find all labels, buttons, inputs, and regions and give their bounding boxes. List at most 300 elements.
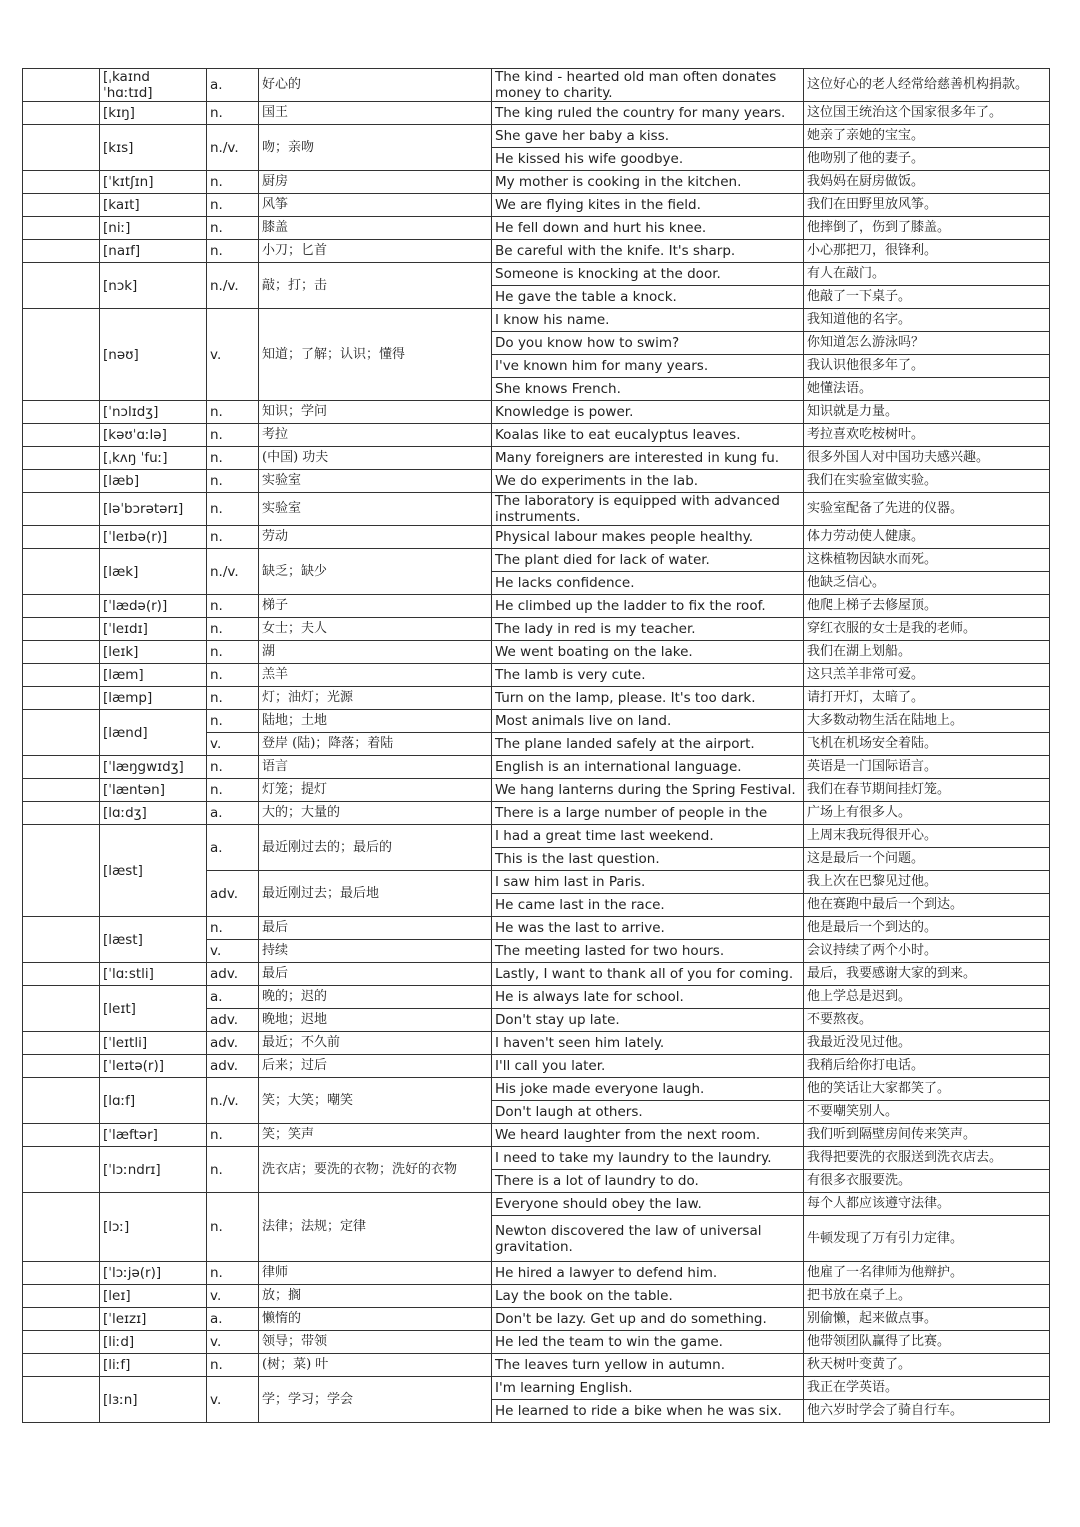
blank-cell	[23, 217, 100, 240]
blank-cell	[23, 756, 100, 779]
part-of-speech-cell: n.	[207, 1354, 259, 1377]
part-of-speech-cell: n./v.	[207, 125, 259, 171]
phonetic-cell: [liːf]	[100, 1354, 207, 1377]
example-chinese-cell: 广场上有很多人。	[804, 802, 1050, 825]
blank-cell	[23, 1078, 100, 1124]
example-english-cell: He hired a lawyer to defend him.	[492, 1262, 804, 1285]
phonetic-cell: [ˈlæftər]	[100, 1124, 207, 1147]
example-chinese-cell: 飞机在机场安全着陆。	[804, 733, 1050, 756]
phonetic-cell: [ˈlæŋgwɪdʒ]	[100, 756, 207, 779]
table-row	[23, 1285, 1050, 1308]
example-chinese-cell: 穿红衣服的女士是我的老师。	[804, 618, 1050, 641]
example-english-cell: The meeting lasted for two hours.	[492, 940, 804, 963]
phonetic-cell: [ˈlɔːjə(r)]	[100, 1262, 207, 1285]
table-row	[23, 526, 1050, 549]
part-of-speech-cell: n.	[207, 779, 259, 802]
phonetic-cell: [kɪs]	[100, 125, 207, 171]
part-of-speech-cell: a.	[207, 825, 259, 871]
blank-cell	[23, 825, 100, 917]
example-english-cell: I saw him last in Paris.	[492, 871, 804, 894]
meaning-cell: 领导；带领	[259, 1331, 492, 1354]
blank-cell	[23, 1377, 100, 1423]
meaning-cell: 梯子	[259, 595, 492, 618]
table-row	[23, 802, 1050, 825]
example-chinese-cell: 不要熬夜。	[804, 1009, 1050, 1032]
example-chinese-cell: 她亲了亲她的宝宝。	[804, 125, 1050, 148]
example-english-cell: I'll call you later.	[492, 1055, 804, 1078]
blank-cell	[23, 1331, 100, 1354]
part-of-speech-cell: v.	[207, 1285, 259, 1308]
meaning-cell: 灯；油灯；光源	[259, 687, 492, 710]
meaning-cell: 女士；夫人	[259, 618, 492, 641]
part-of-speech-cell: v.	[207, 733, 259, 756]
example-chinese-cell: 我们在湖上划船。	[804, 641, 1050, 664]
blank-cell	[23, 986, 100, 1032]
example-english-cell: Lastly, I want to thank all of you for coming.	[492, 963, 804, 986]
example-english-cell: He kissed his wife goodbye.	[492, 148, 804, 171]
table-row	[23, 779, 1050, 802]
example-chinese-cell: 我妈妈在厨房做饭。	[804, 171, 1050, 194]
blank-cell	[23, 240, 100, 263]
meaning-cell: 陆地；土地	[259, 710, 492, 733]
phonetic-cell: [ˈlæntən]	[100, 779, 207, 802]
example-chinese-cell: 他的笑话让大家都笑了。	[804, 1078, 1050, 1101]
meaning-cell: (中国) 功夫	[259, 447, 492, 470]
blank-cell	[23, 710, 100, 756]
phonetic-cell: [ˈlɔːndrɪ]	[100, 1147, 207, 1193]
table-row	[23, 1193, 1050, 1216]
meaning-cell: 实验室	[259, 493, 492, 526]
example-chinese-cell: 有人在敲门。	[804, 263, 1050, 286]
example-english-cell: He lacks confidence.	[492, 572, 804, 595]
phonetic-cell: [nɔk]	[100, 263, 207, 309]
meaning-cell: 晚的；迟的	[259, 986, 492, 1009]
table-row	[23, 687, 1050, 710]
example-english-cell: The leaves turn yellow in autumn.	[492, 1354, 804, 1377]
example-chinese-cell: 把书放在桌子上。	[804, 1285, 1050, 1308]
part-of-speech-cell: n.	[207, 401, 259, 424]
blank-cell	[23, 493, 100, 526]
table-row	[23, 1331, 1050, 1354]
example-english-cell: The kind - hearted old man often donates money to charity.	[492, 69, 804, 102]
example-english-cell: I've known him for many years.	[492, 355, 804, 378]
blank-cell	[23, 194, 100, 217]
table-row	[23, 263, 1050, 286]
part-of-speech-cell: v.	[207, 309, 259, 401]
example-english-cell: Knowledge is power.	[492, 401, 804, 424]
example-english-cell: Koalas like to eat eucalyptus leaves.	[492, 424, 804, 447]
meaning-cell: 好心的	[259, 69, 492, 102]
phonetic-cell: [ˈnɔlɪdʒ]	[100, 401, 207, 424]
meaning-cell: 洗衣店；要洗的衣物；洗好的衣物	[259, 1147, 492, 1193]
example-english-cell: Don't stay up late.	[492, 1009, 804, 1032]
meaning-cell: 最后	[259, 917, 492, 940]
meaning-cell: 知识；学问	[259, 401, 492, 424]
table-row	[23, 69, 1050, 102]
part-of-speech-cell: a.	[207, 69, 259, 102]
part-of-speech-cell: v.	[207, 940, 259, 963]
part-of-speech-cell: adv.	[207, 1055, 259, 1078]
phonetic-cell: [naɪf]	[100, 240, 207, 263]
meaning-cell: 大的；大量的	[259, 802, 492, 825]
phonetic-cell: [nəʊ]	[100, 309, 207, 401]
phonetic-cell: [kɪŋ]	[100, 102, 207, 125]
table-row	[23, 401, 1050, 424]
blank-cell	[23, 779, 100, 802]
example-chinese-cell: 他是最后一个到达的。	[804, 917, 1050, 940]
example-english-cell: Don't laugh at others.	[492, 1101, 804, 1124]
meaning-cell: 最近；不久前	[259, 1032, 492, 1055]
meaning-cell: 笑；笑声	[259, 1124, 492, 1147]
example-english-cell: The king ruled the country for many years.	[492, 102, 804, 125]
table-row	[23, 1078, 1050, 1101]
meaning-cell: 厨房	[259, 171, 492, 194]
example-english-cell: English is an international language.	[492, 756, 804, 779]
example-english-cell: He was the last to arrive.	[492, 917, 804, 940]
table-row	[23, 171, 1050, 194]
example-chinese-cell: 他雇了一名律师为他辩护。	[804, 1262, 1050, 1285]
example-english-cell: He fell down and hurt his knee.	[492, 217, 804, 240]
table-row	[23, 217, 1050, 240]
example-chinese-cell: 会议持续了两个小时。	[804, 940, 1050, 963]
blank-cell	[23, 263, 100, 309]
phonetic-cell: [leɪt]	[100, 986, 207, 1032]
example-chinese-cell: 我们在实验室做实验。	[804, 470, 1050, 493]
table-row	[23, 424, 1050, 447]
part-of-speech-cell: n.	[207, 493, 259, 526]
meaning-cell: 风筝	[259, 194, 492, 217]
blank-cell	[23, 1262, 100, 1285]
meaning-cell: 敲；打；击	[259, 263, 492, 309]
meaning-cell: 晚地；迟地	[259, 1009, 492, 1032]
example-chinese-cell: 他敲了一下桌子。	[804, 286, 1050, 309]
example-chinese-cell: 我们听到隔壁房间传来笑声。	[804, 1124, 1050, 1147]
part-of-speech-cell: v.	[207, 1331, 259, 1354]
table-row	[23, 641, 1050, 664]
example-chinese-cell: 英语是一门国际语言。	[804, 756, 1050, 779]
blank-cell	[23, 664, 100, 687]
example-english-cell: The lady in red is my teacher.	[492, 618, 804, 641]
phonetic-cell: [ˈleɪdɪ]	[100, 618, 207, 641]
blank-cell	[23, 1285, 100, 1308]
example-english-cell: Be careful with the knife. It's sharp.	[492, 240, 804, 263]
table-row	[23, 963, 1050, 986]
example-chinese-cell: 他在赛跑中最后一个到达。	[804, 894, 1050, 917]
phonetic-cell: [læst]	[100, 825, 207, 917]
meaning-cell: 法律；法规；定律	[259, 1193, 492, 1262]
phonetic-cell: [liːd]	[100, 1331, 207, 1354]
blank-cell	[23, 171, 100, 194]
meaning-cell: 吻；亲吻	[259, 125, 492, 171]
blank-cell	[23, 802, 100, 825]
example-english-cell: I haven't seen him lately.	[492, 1032, 804, 1055]
phonetic-cell: [ləˈbɔrətərɪ]	[100, 493, 207, 526]
part-of-speech-cell: adv.	[207, 1032, 259, 1055]
example-english-cell: He led the team to win the game.	[492, 1331, 804, 1354]
example-chinese-cell: 实验室配备了先进的仪器。	[804, 493, 1050, 526]
example-chinese-cell: 有很多衣服要洗。	[804, 1170, 1050, 1193]
example-english-cell: We heard laughter from the next room.	[492, 1124, 804, 1147]
blank-cell	[23, 549, 100, 595]
part-of-speech-cell: n./v.	[207, 1078, 259, 1124]
phonetic-cell: [ˈleɪbə(r)]	[100, 526, 207, 549]
blank-cell	[23, 1032, 100, 1055]
example-chinese-cell: 你知道怎么游泳吗？	[804, 332, 1050, 355]
phonetic-cell: [lænd]	[100, 710, 207, 756]
phonetic-cell: [ˈleɪzɪ]	[100, 1308, 207, 1331]
example-english-cell: The plant died for lack of water.	[492, 549, 804, 572]
example-chinese-cell: 上周末我玩得很开心。	[804, 825, 1050, 848]
example-chinese-cell: 这株植物因缺水而死。	[804, 549, 1050, 572]
part-of-speech-cell: a.	[207, 1308, 259, 1331]
meaning-cell: 语言	[259, 756, 492, 779]
part-of-speech-cell: n./v.	[207, 549, 259, 595]
table-row	[23, 447, 1050, 470]
phonetic-cell: [lɔː]	[100, 1193, 207, 1262]
example-chinese-cell: 他爬上梯子去修屋顶。	[804, 595, 1050, 618]
example-chinese-cell: 我知道他的名字。	[804, 309, 1050, 332]
example-chinese-cell: 这位国王统治这个国家很多年了。	[804, 102, 1050, 125]
blank-cell	[23, 687, 100, 710]
example-chinese-cell: 他六岁时学会了骑自行车。	[804, 1400, 1050, 1423]
example-english-cell: We are flying kites in the field.	[492, 194, 804, 217]
example-english-cell: I know his name.	[492, 309, 804, 332]
part-of-speech-cell: n.	[207, 171, 259, 194]
example-english-cell: I need to take my laundry to the laundry.	[492, 1147, 804, 1170]
part-of-speech-cell: n.	[207, 240, 259, 263]
blank-cell	[23, 424, 100, 447]
blank-cell	[23, 102, 100, 125]
table-row	[23, 595, 1050, 618]
example-english-cell: The laboratory is equipped with advanced instruments.	[492, 493, 804, 526]
meaning-cell: 缺乏；缺少	[259, 549, 492, 595]
example-english-cell: Turn on the lamp, please. It's too dark.	[492, 687, 804, 710]
part-of-speech-cell: a.	[207, 986, 259, 1009]
part-of-speech-cell: n.	[207, 526, 259, 549]
example-english-cell: He learned to ride a bike when he was six.	[492, 1400, 804, 1423]
meaning-cell: (树；菜) 叶	[259, 1354, 492, 1377]
blank-cell	[23, 69, 100, 102]
meaning-cell: 律师	[259, 1262, 492, 1285]
example-english-cell: There is a large number of people in the	[492, 802, 804, 825]
blank-cell	[23, 595, 100, 618]
blank-cell	[23, 401, 100, 424]
example-english-cell: He came last in the race.	[492, 894, 804, 917]
meaning-cell: 实验室	[259, 470, 492, 493]
phonetic-cell: [læk]	[100, 549, 207, 595]
example-chinese-cell: 我得把要洗的衣服送到洗衣店去。	[804, 1147, 1050, 1170]
table-row	[23, 618, 1050, 641]
meaning-cell: 知道；了解；认识；懂得	[259, 309, 492, 401]
table-row	[23, 1377, 1050, 1400]
table-row	[23, 825, 1050, 848]
phonetic-cell: [læb]	[100, 470, 207, 493]
example-english-cell: This is the last question.	[492, 848, 804, 871]
part-of-speech-cell: adv.	[207, 1009, 259, 1032]
table-row	[23, 194, 1050, 217]
example-chinese-cell: 体力劳动使人健康。	[804, 526, 1050, 549]
example-chinese-cell: 每个人都应该遵守法律。	[804, 1193, 1050, 1216]
example-chinese-cell: 这是最后一个问题。	[804, 848, 1050, 871]
blank-cell	[23, 641, 100, 664]
meaning-cell: 国王	[259, 102, 492, 125]
meaning-cell: 登岸 (陆)；降落；着陆	[259, 733, 492, 756]
example-chinese-cell: 这只羔羊非常可爱。	[804, 664, 1050, 687]
blank-cell	[23, 526, 100, 549]
blank-cell	[23, 963, 100, 986]
blank-cell	[23, 1354, 100, 1377]
example-chinese-cell: 秋天树叶变黄了。	[804, 1354, 1050, 1377]
example-chinese-cell: 这位好心的老人经常给慈善机构捐款。	[804, 69, 1050, 102]
table-row	[23, 125, 1050, 148]
phonetic-cell: [lɜːn]	[100, 1377, 207, 1423]
meaning-cell: 灯笼；提灯	[259, 779, 492, 802]
example-chinese-cell: 我认识他很多年了。	[804, 355, 1050, 378]
meaning-cell: 最近刚过去的；最后的	[259, 825, 492, 871]
example-english-cell: He is always late for school.	[492, 986, 804, 1009]
part-of-speech-cell: n.	[207, 710, 259, 733]
part-of-speech-cell: n.	[207, 664, 259, 687]
table-row	[23, 102, 1050, 125]
blank-cell	[23, 125, 100, 171]
example-english-cell: He climbed up the ladder to fix the roof.	[492, 595, 804, 618]
meaning-cell: 学；学习；学会	[259, 1377, 492, 1423]
phonetic-cell: [ˈlɑːstli]	[100, 963, 207, 986]
meaning-cell: 后来；过后	[259, 1055, 492, 1078]
part-of-speech-cell: n.	[207, 424, 259, 447]
part-of-speech-cell: adv.	[207, 871, 259, 917]
phonetic-cell: [niː]	[100, 217, 207, 240]
example-chinese-cell: 牛顿发现了万有引力定律。	[804, 1216, 1050, 1262]
meaning-cell: 湖	[259, 641, 492, 664]
example-chinese-cell: 我上次在巴黎见过他。	[804, 871, 1050, 894]
example-chinese-cell: 他缺乏信心。	[804, 572, 1050, 595]
example-chinese-cell: 我稍后给你打电话。	[804, 1055, 1050, 1078]
meaning-cell: 小刀；匕首	[259, 240, 492, 263]
table-row	[23, 1055, 1050, 1078]
example-chinese-cell: 他吻别了他的妻子。	[804, 148, 1050, 171]
blank-cell	[23, 1055, 100, 1078]
table-row	[23, 710, 1050, 733]
example-english-cell: Lay the book on the table.	[492, 1285, 804, 1308]
example-english-cell: We hang lanterns during the Spring Festival.	[492, 779, 804, 802]
part-of-speech-cell: n.	[207, 641, 259, 664]
meaning-cell: 最近刚过去；最后地	[259, 871, 492, 917]
phonetic-cell: [ˈkɪtʃɪn]	[100, 171, 207, 194]
part-of-speech-cell: n.	[207, 194, 259, 217]
example-chinese-cell: 我最近没见过他。	[804, 1032, 1050, 1055]
vocabulary-table	[22, 68, 1050, 1423]
phonetic-cell: [læmp]	[100, 687, 207, 710]
example-english-cell: I had a great time last weekend.	[492, 825, 804, 848]
example-chinese-cell: 他上学总是迟到。	[804, 986, 1050, 1009]
table-row	[23, 1147, 1050, 1170]
example-english-cell: She knows French.	[492, 378, 804, 401]
example-english-cell: Many foreigners are interested in kung fu.	[492, 447, 804, 470]
part-of-speech-cell: n./v.	[207, 263, 259, 309]
table-row	[23, 664, 1050, 687]
example-english-cell: Everyone should obey the law.	[492, 1193, 804, 1216]
meaning-cell: 最后	[259, 963, 492, 986]
phonetic-cell: [leɪ]	[100, 1285, 207, 1308]
phonetic-cell: [lɑːdʒ]	[100, 802, 207, 825]
blank-cell	[23, 1124, 100, 1147]
example-chinese-cell: 大多数动物生活在陆地上。	[804, 710, 1050, 733]
part-of-speech-cell: n.	[207, 447, 259, 470]
example-english-cell: We went boating on the lake.	[492, 641, 804, 664]
blank-cell	[23, 1147, 100, 1193]
blank-cell	[23, 447, 100, 470]
part-of-speech-cell: a.	[207, 802, 259, 825]
example-chinese-cell: 请打开灯，太暗了。	[804, 687, 1050, 710]
example-chinese-cell: 考拉喜欢吃桉树叶。	[804, 424, 1050, 447]
part-of-speech-cell: n.	[207, 1124, 259, 1147]
example-chinese-cell: 小心那把刀，很锋利。	[804, 240, 1050, 263]
meaning-cell: 懒惰的	[259, 1308, 492, 1331]
example-chinese-cell: 最后，我要感谢大家的到来。	[804, 963, 1050, 986]
example-english-cell: He gave the table a knock.	[492, 286, 804, 309]
example-chinese-cell: 她懂法语。	[804, 378, 1050, 401]
phonetic-cell: [læst]	[100, 917, 207, 963]
phonetic-cell: [kaɪt]	[100, 194, 207, 217]
example-english-cell: Physical labour makes people healthy.	[492, 526, 804, 549]
part-of-speech-cell: n.	[207, 470, 259, 493]
part-of-speech-cell: v.	[207, 1377, 259, 1423]
part-of-speech-cell: n.	[207, 1262, 259, 1285]
blank-cell	[23, 470, 100, 493]
example-chinese-cell: 我们在田野里放风筝。	[804, 194, 1050, 217]
example-english-cell: There is a lot of laundry to do.	[492, 1170, 804, 1193]
part-of-speech-cell: n.	[207, 618, 259, 641]
part-of-speech-cell: n.	[207, 217, 259, 240]
table-row	[23, 1354, 1050, 1377]
example-chinese-cell: 我正在学英语。	[804, 1377, 1050, 1400]
meaning-cell: 放；搁	[259, 1285, 492, 1308]
part-of-speech-cell: n.	[207, 1147, 259, 1193]
meaning-cell: 劳动	[259, 526, 492, 549]
phonetic-cell: [ˈleɪtli]	[100, 1032, 207, 1055]
meaning-cell: 持续	[259, 940, 492, 963]
meaning-cell: 笑；大笑；嘲笑	[259, 1078, 492, 1124]
part-of-speech-cell: adv.	[207, 963, 259, 986]
table-row	[23, 240, 1050, 263]
example-english-cell: I'm learning English.	[492, 1377, 804, 1400]
example-english-cell: We do experiments in the lab.	[492, 470, 804, 493]
table-row	[23, 549, 1050, 572]
phonetic-cell: [lɑːf]	[100, 1078, 207, 1124]
phonetic-cell: [leɪk]	[100, 641, 207, 664]
table-row	[23, 986, 1050, 1009]
part-of-speech-cell: n.	[207, 756, 259, 779]
meaning-cell: 膝盖	[259, 217, 492, 240]
table-row	[23, 917, 1050, 940]
example-english-cell: Most animals live on land.	[492, 710, 804, 733]
blank-cell	[23, 618, 100, 641]
part-of-speech-cell: n.	[207, 917, 259, 940]
blank-cell	[23, 1308, 100, 1331]
table-row	[23, 309, 1050, 332]
example-english-cell: Newton discovered the law of universal gravitation.	[492, 1216, 804, 1262]
example-chinese-cell: 不要嘲笑别人。	[804, 1101, 1050, 1124]
example-english-cell: Someone is knocking at the door.	[492, 263, 804, 286]
phonetic-cell: [læm]	[100, 664, 207, 687]
blank-cell	[23, 917, 100, 963]
example-english-cell: Do you know how to swim?	[492, 332, 804, 355]
phonetic-cell: [ˈlædə(r)]	[100, 595, 207, 618]
meaning-cell: 考拉	[259, 424, 492, 447]
example-english-cell: My mother is cooking in the kitchen.	[492, 171, 804, 194]
part-of-speech-cell: n.	[207, 687, 259, 710]
